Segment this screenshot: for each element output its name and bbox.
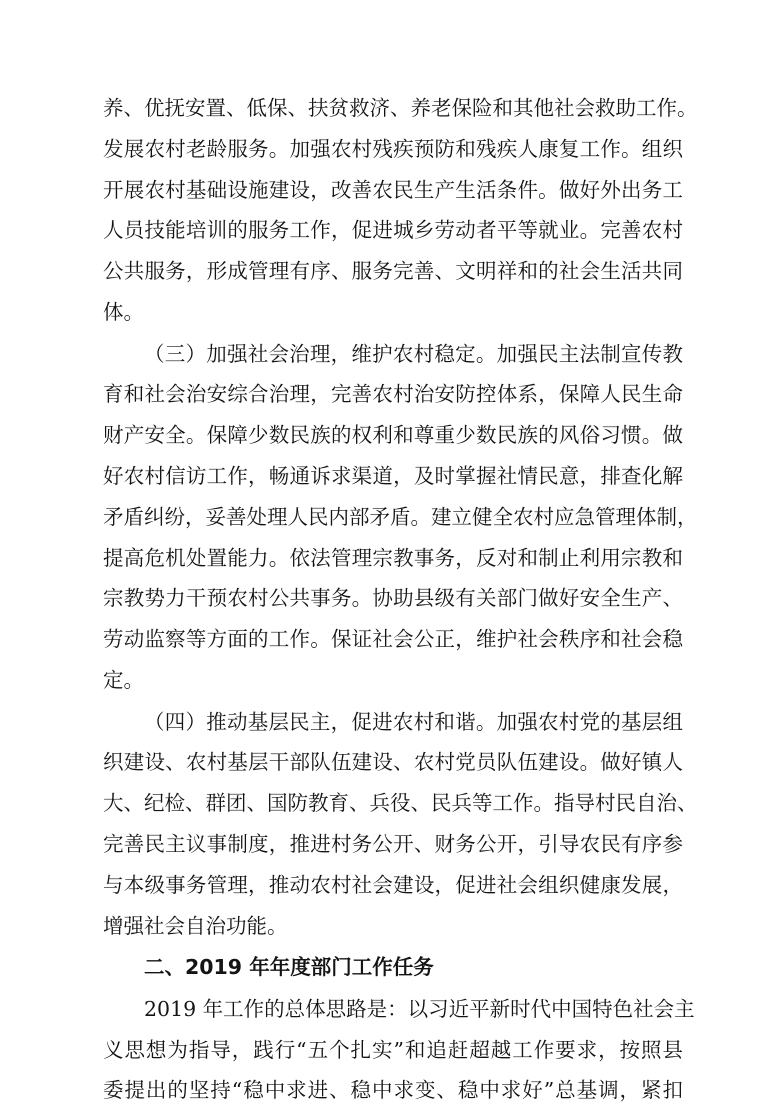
paragraph-4-line-1: 2019 年工作的总体思路是：以习近平新时代中国特色社会主	[144, 997, 695, 1021]
paragraph-1-line-1: 养、优抚安置、低保、扶贫救济、养老保险和其他社会救助工作。	[103, 96, 698, 120]
paragraph-4-line-3: 委提出的坚持“稳中求进、稳中求变、稳中求好”总基调，紧扣	[103, 1078, 683, 1102]
paragraph-2-line-5: 矛盾纠纷，妥善处理人民内部矛盾。建立健全农村应急管理体制，	[103, 505, 698, 529]
paragraph-2-line-8: 劳动监察等方面的工作。保证社会公正，维护社会秩序和社会稳	[103, 627, 683, 651]
paragraph-3-line-2: 织建设、农村基层干部队伍建设、农村党员队伍建设。做好镇人	[103, 750, 683, 774]
paragraph-2-line-7: 宗教势力干预农村公共事务。协助县级有关部门做好安全生产、	[103, 586, 683, 610]
paragraph-3-line-1: （四）推动基层民主，促进农村和谐。加强农村党的基层组	[144, 710, 683, 734]
paragraph-2-line-2: 育和社会治安综合治理，完善农村治安防控体系，保障人民生命	[103, 382, 683, 406]
paragraph-3-line-6: 增强社会自治功能。	[103, 914, 288, 938]
paragraph-2-line-6: 提高危机处置能力。依法管理宗教事务，反对和制止利用宗教和	[103, 546, 683, 570]
paragraph-3-line-4: 完善民主议事制度，推进村务公开、财务公开，引导农民有序参	[103, 832, 683, 856]
paragraph-1-line-4: 人员技能培训的服务工作，促进城乡劳动者平等就业。完善农村	[103, 218, 683, 242]
section-heading: 二、2019 年年度部门工作任务	[144, 955, 434, 979]
paragraph-2-line-4: 好农村信访工作，畅通诉求渠道，及时掌握社情民意，排查化解	[103, 464, 683, 488]
paragraph-2-line-9: 定。	[103, 668, 144, 692]
paragraph-3-line-3: 大、纪检、群团、国防教育、兵役、民兵等工作。指导村民自治、	[103, 791, 698, 815]
paragraph-4-line-2: 义思想为指导，践行“五个扎实”和追赶超越工作要求，按照县	[103, 1038, 683, 1062]
paragraph-1-line-3: 开展农村基础设施建设，改善农民生产生活条件。做好外出务工	[103, 178, 683, 202]
paragraph-2-line-3: 财产安全。保障少数民族的权利和尊重少数民族的风俗习惯。做	[103, 423, 683, 447]
paragraph-1-line-6: 体。	[103, 300, 144, 324]
paragraph-1-line-5: 公共服务，形成管理有序、服务完善、文明祥和的社会生活共同	[103, 259, 683, 283]
paragraph-2-line-1: （三）加强社会治理，维护农村稳定。加强民主法制宣传教	[144, 342, 683, 366]
paragraph-1-line-2: 发展农村老龄服务。加强农村残疾预防和残疾人康复工作。组织	[103, 137, 683, 161]
paragraph-3-line-5: 与本级事务管理，推动农村社会建设，促进社会组织健康发展，	[103, 873, 683, 897]
